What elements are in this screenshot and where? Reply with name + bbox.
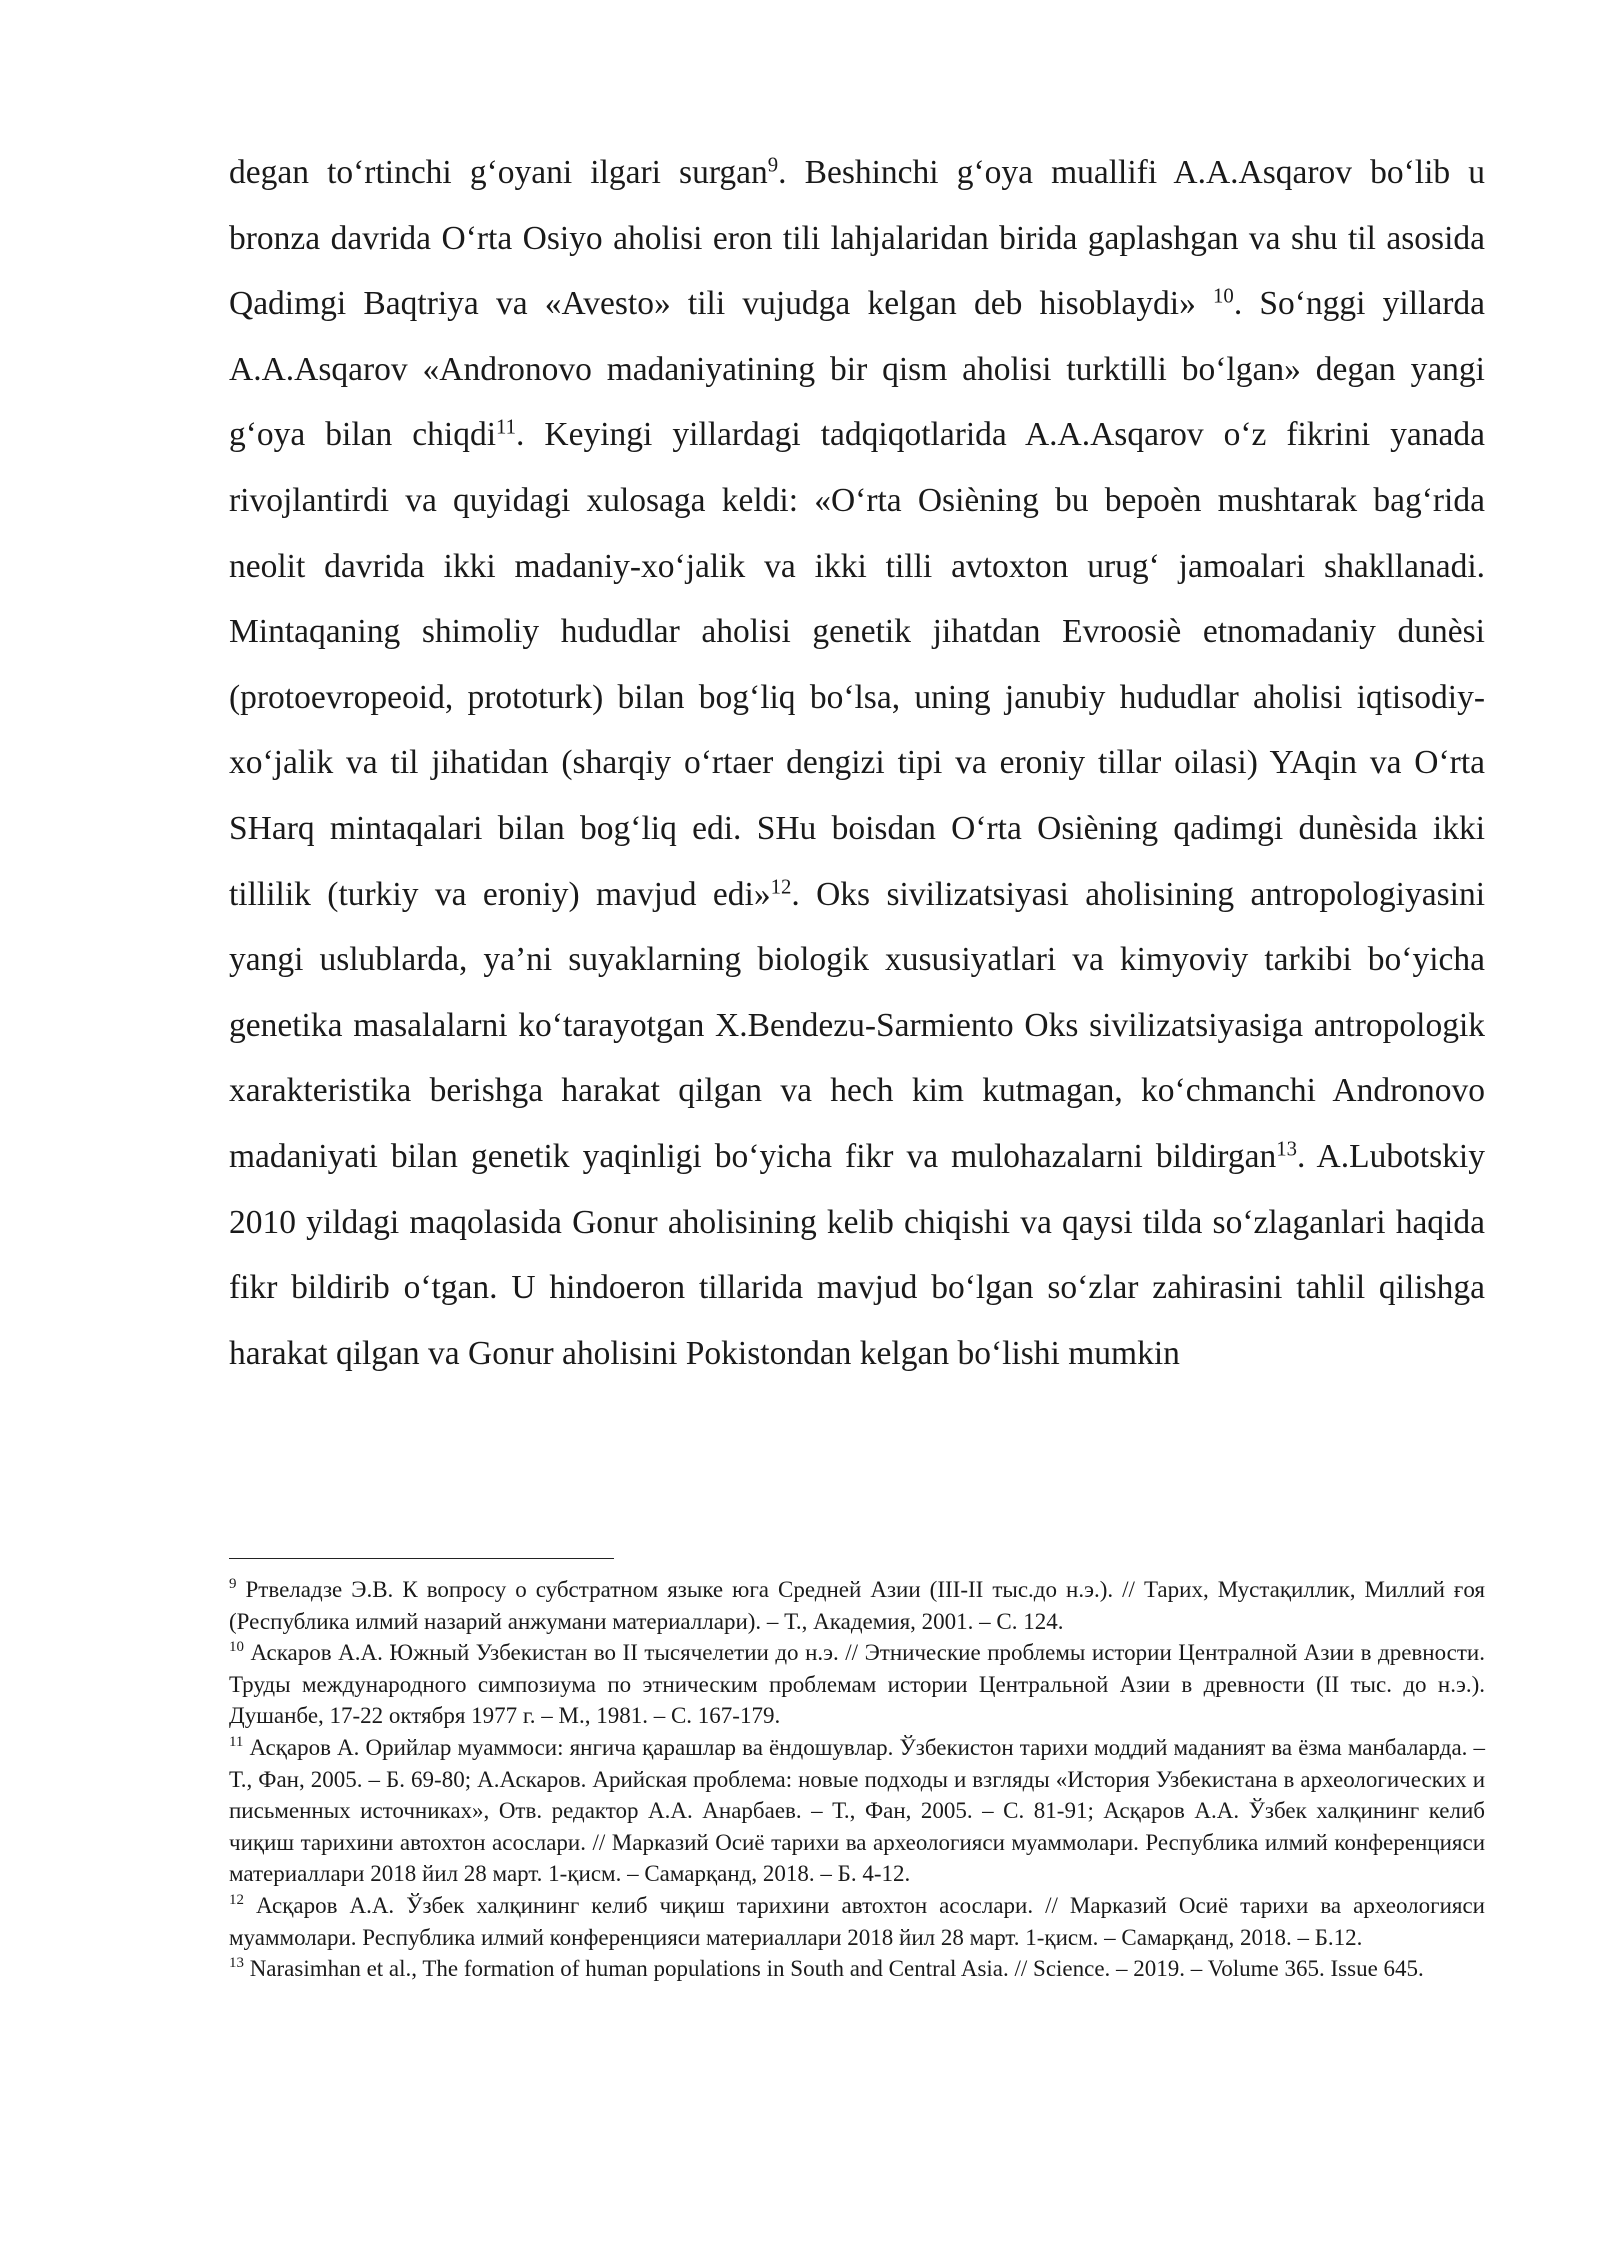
footnote-separator (229, 1558, 614, 1559)
text-run: degan to‘rtinchi g‘oyani ilgari surgan (229, 154, 768, 191)
footnote-text: Аскаров А.А. Южный Узбекистан во II тысячелетии до н.э. // Этнические проблемы истории Централной Азии в древности. Труды международного симпозиума по этническим проблемам истории Центральной Азии в древности (II тыс. до н.э.). Душанбе, 17-22 октября 1977 г. – М., 1981. – С. 167-179. (229, 1640, 1485, 1729)
footnote-ref-9[interactable]: 9 (767, 153, 779, 177)
text-run: . So‘nggi yillarda A.A.Asqarov «Andronovo madaniyatining bir qism aholisi turktilli bo‘lgan» degan yangi g‘oya bilan chiqdi (229, 285, 1485, 454)
footnote-ref-13[interactable]: 13 (1276, 1137, 1297, 1161)
footnote-ref-11[interactable]: 11 (496, 415, 517, 439)
footnotes (229, 1574, 1485, 1985)
body-paragraph (229, 140, 1485, 1386)
footnote-number: 11 (229, 1734, 244, 1750)
footnote-number: 12 (229, 1891, 244, 1908)
footnote-13 (229, 1953, 1485, 1985)
footnote-10 (229, 1637, 1485, 1732)
footnote-text: Narasimhan et al., The formation of human populations in South and Central Asia. // Science. – 2019. – Volume 365. Issue 645. (243, 1956, 1424, 1982)
footnote-11 (229, 1732, 1485, 1890)
text-run: . Oks sivilizatsiyasi aholisining antropologiyasini yangi uslublarda, ya’ni suyaklarning biologik xususiyatlari va kimyoviy tarkibi bo‘yicha genetika masalalarni ko‘tarayotgan X.Bendezu-Sarmiento Oks sivilizatsiyasiga antropologik xarakteristika berishga harakat qilgan va hech kim kutmagan, ko‘chmanchi Andronovo madaniyati bilan genetik yaqinligi bo‘yicha fikr va mulohazalarni bildirgan (229, 875, 1485, 1175)
footnote-number: 9 (229, 1576, 237, 1593)
text-run: . A.Lubotskiy 2010 yildagi maqolasida Gonur aholisining kelib chiqishi va qaysi tilda so‘zlaganlari haqida fikr bildirib o‘tgan. U hindoeron tillarida mavjud bo‘lgan so‘zlar zahirasini tahlil qilishga harakat qilgan va Gonur aholisini Pokistondan kelgan bo‘lishi mumkin (229, 1137, 1485, 1372)
footnote-number: 10 (229, 1639, 244, 1656)
footnote-number: 13 (229, 1955, 244, 1972)
footnote-text: Асқаров А. Орийлар муаммоси: янгича қарашлар ва ёндошувлар. Ўзбекистон тарихи моддий маданият ва ёзма манбаларда. – Т., Фан, 2005. – Б. 69-80; А.Аскаров. Арийская проблема: новые подходы и взгляды «История Узбекистана в археологических и письменных источниках», Отв. редактор А.А. Анарбаев. – Т., Фан, 2005. – С. 81-91; Асқаров А.А. Ўзбек халқининг келиб чиқиш тарихини автохтон асослари. // Марказий Осиё тарихи ва археологияси муаммолари. Республика илмий конференцияси материаллари 2018 йил 28 март. 1-қисм. – Самарқанд, 2018. – Б. 4-12. (229, 1734, 1485, 1887)
text-run: . Beshinchi g‘oya muallifi A.A.Asqarov bo‘lib u bronza davrida O‘rta Osiyo aholisi eron tili lahjalaridan birida gaplashgan va shu til asosida Qadimgi Baqtriya va «Avesto» tili vujudga kelgan deb hisoblaydi» (229, 154, 1485, 323)
footnote-ref-12[interactable]: 12 (770, 875, 792, 899)
footnote-12 (229, 1890, 1485, 1953)
footnote-text: Ртвеладзе Э.В. К вопросу о субстратном языке юга Средней Азии (III-II тыс.до н.э.). // Тарих, Мустақиллик, Миллий ғоя (Республика илмий назарий анжумани материаллари). – Т., Академия, 2001. – С. 124. (229, 1577, 1485, 1634)
footnote-ref-10[interactable]: 10 (1213, 284, 1234, 308)
footnote-9 (229, 1574, 1485, 1637)
body-text (229, 140, 1485, 1386)
text-run: . Keyingi yillardagi tadqiqotlarida A.A.Asqarov o‘z fikrini yanada rivojlantirdi va quyidagi xulosaga keldi: «O‘rta Osièning bu bepoèn mushtarak bag‘rida neolit davrida ikki madaniy-xo‘jalik va ikki tilli avtoxton urug‘ jamoalari shakllanadi. Mintaqaning shimoliy hududlar aholisi genetik jihatdan Evroosiè etnomadaniy dunèsi (protoevropeoid, prototurk) bilan bog‘liq bo‘lsa, uning janubiy hududlar aholisi iqtisodiy-xo‘jalik va til jihatidan (sharqiy o‘rtaer dengizi tipi va eroniy tillar oilasi) YAqin va O‘rta SHarq mintaqalari bilan bog‘liq edi. SHu boisdan O‘rta Osièning qadimgi dunèsida ikki tillilik (turkiy va eroniy) mavjud edi» (229, 416, 1485, 913)
footnote-text: Асқаров А.А. Ўзбек халқининг келиб чиқиш тарихини автохтон асослари. // Марказий Осиё тарихи ва археологияси муаммолари. Республика илмий конференцияси материаллари 2018 йил 28 март. 1-қисм. – Самарқанд, 2018. – Б.12. (229, 1892, 1485, 1950)
